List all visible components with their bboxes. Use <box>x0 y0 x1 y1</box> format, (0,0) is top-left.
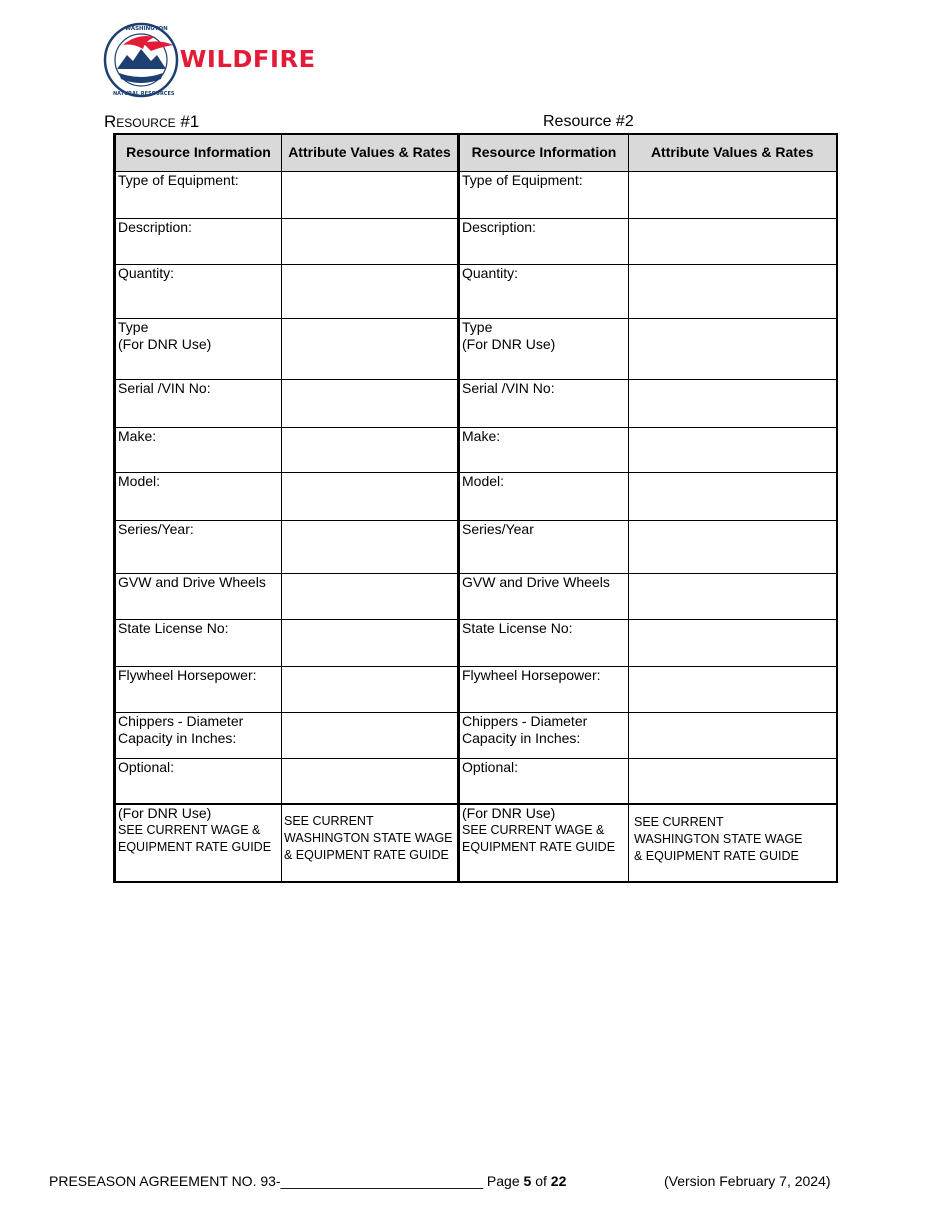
value-field[interactable] <box>629 573 837 619</box>
label-description-1: Description: <box>115 218 282 264</box>
table-row <box>115 427 837 472</box>
logo-wordmark: WILDFIRE <box>179 47 316 73</box>
header-row <box>115 134 837 171</box>
table-row <box>115 171 837 218</box>
dnr-seal-icon <box>103 21 179 99</box>
value-field[interactable] <box>282 573 459 619</box>
table-row <box>115 218 837 264</box>
resource-2-title: Resource #2 <box>543 113 634 130</box>
label-line: EQUIPMENT RATE GUIDE <box>462 840 616 854</box>
page-number: 5 <box>523 1173 532 1189</box>
table-row <box>115 712 837 758</box>
label-series-year-2: Series/Year <box>459 520 629 573</box>
label-make-1: Make: <box>115 427 282 472</box>
value-field[interactable] <box>282 666 459 712</box>
label-line: Capacity in Inches: <box>462 729 581 746</box>
label-quantity-1: Quantity: <box>115 264 282 318</box>
label-type-of-equipment-2: Type of Equipment: <box>459 171 629 218</box>
label-chippers-2 <box>459 712 629 758</box>
header-attribute-values-2: Attribute Values & Rates <box>629 134 837 171</box>
value-field[interactable] <box>282 712 459 758</box>
table-row <box>115 472 837 520</box>
value-field[interactable] <box>629 218 837 264</box>
label-gvw-2: GVW and Drive Wheels <box>459 573 629 619</box>
label-line: SEE CURRENT <box>634 815 724 829</box>
label-line: WASHINGTON STATE WAGE <box>634 832 803 846</box>
label-optional-2: Optional: <box>459 758 629 804</box>
label-line: WASHINGTON STATE WAGE <box>284 831 453 845</box>
rate-guide-info-2 <box>459 804 629 882</box>
label-state-license-1: State License No: <box>115 619 282 666</box>
label-make-2: Make: <box>459 427 629 472</box>
value-field[interactable] <box>282 758 459 804</box>
table-row <box>115 318 837 379</box>
table-row <box>115 520 837 573</box>
label-flywheel-hp-1: Flywheel Horsepower: <box>115 666 282 712</box>
value-field[interactable] <box>629 666 837 712</box>
footer-agreement <box>49 1172 566 1190</box>
label-line: SEE CURRENT WAGE & <box>118 823 261 837</box>
label-serial-vin-2: Serial /VIN No: <box>459 379 629 427</box>
table-row-rate-guide <box>115 804 837 882</box>
label-line: SEE CURRENT <box>284 814 374 828</box>
value-field[interactable] <box>629 318 837 379</box>
label-line: & EQUIPMENT RATE GUIDE <box>284 848 449 862</box>
label-model-2: Model: <box>459 472 629 520</box>
resource-form-table <box>113 133 838 883</box>
value-field[interactable] <box>282 427 459 472</box>
table-row <box>115 573 837 619</box>
header-resource-info-2: Resource Information <box>459 134 629 171</box>
label-flywheel-hp-2: Flywheel Horsepower: <box>459 666 629 712</box>
svg-text:NATURAL RESOURCES: NATURAL RESOURCES <box>113 91 175 97</box>
value-field[interactable] <box>282 379 459 427</box>
label-line: Type <box>118 318 149 335</box>
page-total: 22 <box>550 1173 567 1189</box>
label-line: SEE CURRENT WAGE & <box>462 823 605 837</box>
label-line: Chippers - Diameter <box>118 712 244 729</box>
value-field[interactable] <box>282 218 459 264</box>
label-model-1: Model: <box>115 472 282 520</box>
label-chippers-1 <box>115 712 282 758</box>
label-line: Capacity in Inches: <box>118 729 237 746</box>
value-field[interactable] <box>282 520 459 573</box>
rate-guide-note-2 <box>629 804 837 882</box>
resource-1-title: Resource #1 <box>104 112 200 131</box>
table-row <box>115 619 837 666</box>
value-field[interactable] <box>629 472 837 520</box>
label-type-dnr-2 <box>459 318 629 379</box>
value-field[interactable] <box>282 472 459 520</box>
table-row <box>115 758 837 804</box>
table-row <box>115 264 837 318</box>
label-line: Type <box>462 318 493 335</box>
rate-guide-note-1 <box>282 804 459 882</box>
value-field[interactable] <box>629 379 837 427</box>
label-serial-vin-1: Serial /VIN No: <box>115 379 282 427</box>
label-type-dnr-1 <box>115 318 282 379</box>
table-row <box>115 379 837 427</box>
value-field[interactable] <box>629 264 837 318</box>
label-type-of-equipment-1: Type of Equipment: <box>115 171 282 218</box>
value-field[interactable] <box>629 712 837 758</box>
value-field[interactable] <box>282 264 459 318</box>
label-quantity-2: Quantity: <box>459 264 629 318</box>
label-line: (For DNR Use) <box>462 335 556 352</box>
header-resource-info-1: Resource Information <box>115 134 282 171</box>
label-description-2: Description: <box>459 218 629 264</box>
value-field[interactable] <box>282 318 459 379</box>
version-date: (Version February 7, 2024) <box>664 1173 831 1189</box>
svg-text:WASHINGTON: WASHINGTON <box>125 26 168 32</box>
label-line: (For DNR Use) <box>462 805 556 821</box>
value-field[interactable] <box>629 758 837 804</box>
value-field[interactable] <box>282 619 459 666</box>
header-attribute-values-1: Attribute Values & Rates <box>282 134 459 171</box>
value-field[interactable] <box>282 171 459 218</box>
label-line: & EQUIPMENT RATE GUIDE <box>634 849 799 863</box>
page-prefix: Page <box>486 1173 520 1189</box>
value-field[interactable] <box>629 427 837 472</box>
page-of: of <box>535 1173 547 1189</box>
table-row <box>115 666 837 712</box>
label-line: (For DNR Use) <box>118 805 212 821</box>
label-gvw-1: GVW and Drive Wheels <box>115 573 282 619</box>
label-line: (For DNR Use) <box>118 335 212 352</box>
rate-guide-info-1 <box>115 804 282 882</box>
label-state-license-2: State License No: <box>459 619 629 666</box>
label-optional-1: Optional: <box>115 758 282 804</box>
wildfire-logo <box>103 20 316 100</box>
value-field[interactable] <box>629 171 837 218</box>
agreement-number: PRESEASON AGREEMENT NO. 93-__________________________ <box>49 1173 484 1189</box>
label-line: EQUIPMENT RATE GUIDE <box>118 840 272 854</box>
label-series-year-1: Series/Year: <box>115 520 282 573</box>
value-field[interactable] <box>629 619 837 666</box>
value-field[interactable] <box>629 520 837 573</box>
label-line: Chippers - Diameter <box>462 712 588 729</box>
